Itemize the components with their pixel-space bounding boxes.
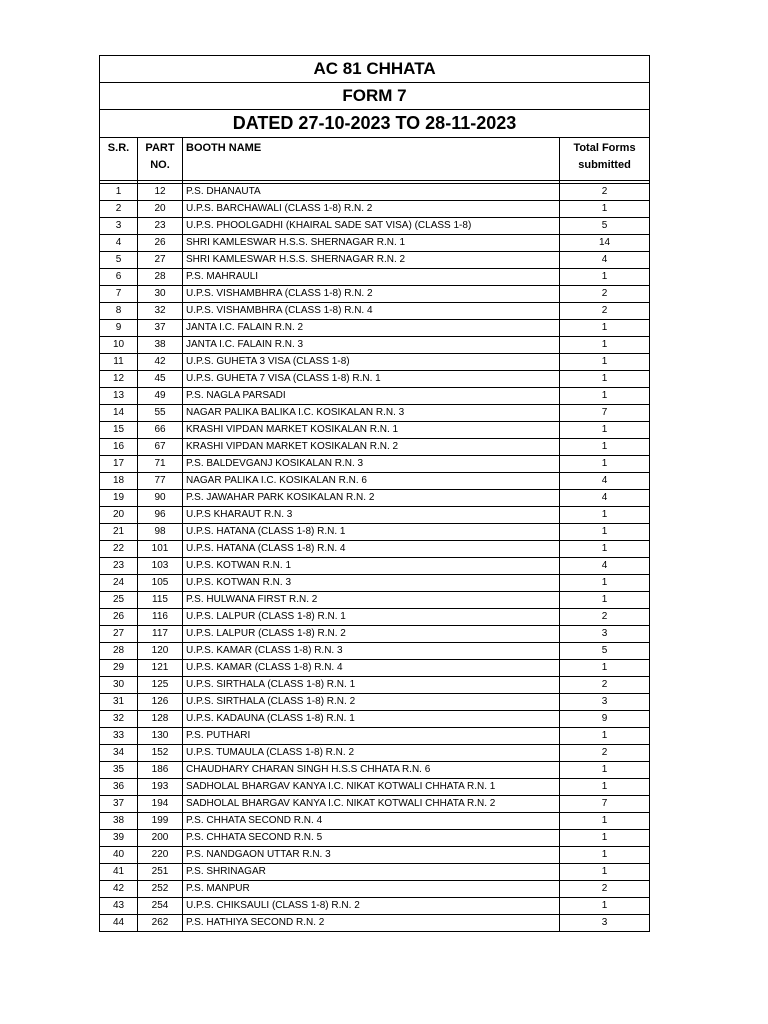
total-forms-cell: 1 xyxy=(560,354,650,371)
part-no-cell: 252 xyxy=(138,881,183,898)
table-row xyxy=(100,898,650,915)
total-forms-cell: 1 xyxy=(560,847,650,864)
sr-cell: 6 xyxy=(100,269,138,286)
sr-cell: 32 xyxy=(100,711,138,728)
total-forms-cell: 1 xyxy=(560,830,650,847)
total-forms-cell: 3 xyxy=(560,915,650,932)
sr-cell: 15 xyxy=(100,422,138,439)
booth-name-cell: SHRI KAMLESWAR H.S.S. SHERNAGAR R.N. 1 xyxy=(183,235,560,252)
header-row xyxy=(100,138,650,181)
booth-name-cell: U.P.S. SIRTHALA (CLASS 1-8) R.N. 2 xyxy=(183,694,560,711)
booth-name-cell: KRASHI VIPDAN MARKET KOSIKALAN R.N. 2 xyxy=(183,439,560,456)
total-forms-cell: 1 xyxy=(560,269,650,286)
part-no-cell: 152 xyxy=(138,745,183,762)
part-no-cell: 55 xyxy=(138,405,183,422)
booth-table xyxy=(99,55,650,932)
sr-cell: 30 xyxy=(100,677,138,694)
sr-cell: 13 xyxy=(100,388,138,405)
sr-cell: 5 xyxy=(100,252,138,269)
table-row xyxy=(100,490,650,507)
part-no-cell: 26 xyxy=(138,235,183,252)
sr-cell: 1 xyxy=(100,184,138,201)
sr-cell: 42 xyxy=(100,881,138,898)
sr-cell: 21 xyxy=(100,524,138,541)
booth-name-cell: U.P.S. TUMAULA (CLASS 1-8) R.N. 2 xyxy=(183,745,560,762)
booth-name-cell: U.P.S. KAMAR (CLASS 1-8) R.N. 3 xyxy=(183,643,560,660)
sr-cell: 26 xyxy=(100,609,138,626)
sr-cell: 23 xyxy=(100,558,138,575)
sr-cell: 27 xyxy=(100,626,138,643)
sr-cell: 33 xyxy=(100,728,138,745)
sr-cell: 16 xyxy=(100,439,138,456)
booth-name-cell: P.S. NANDGAON UTTAR R.N. 3 xyxy=(183,847,560,864)
sr-cell: 29 xyxy=(100,660,138,677)
total-forms-cell: 2 xyxy=(560,303,650,320)
table-row xyxy=(100,405,650,422)
part-no-cell: 49 xyxy=(138,388,183,405)
booth-name-cell: U.P.S. KOTWAN R.N. 3 xyxy=(183,575,560,592)
booth-name-cell: U.P.S. HATANA (CLASS 1-8) R.N. 1 xyxy=(183,524,560,541)
part-no-cell: 199 xyxy=(138,813,183,830)
total-forms-cell: 14 xyxy=(560,235,650,252)
table-row xyxy=(100,371,650,388)
total-forms-cell: 1 xyxy=(560,779,650,796)
table-row xyxy=(100,439,650,456)
total-forms-cell: 1 xyxy=(560,507,650,524)
header-part-line1: PART xyxy=(145,142,175,154)
header-part-line2: NO. xyxy=(150,159,170,171)
booth-name-cell: U.P.S. HATANA (CLASS 1-8) R.N. 4 xyxy=(183,541,560,558)
total-forms-cell: 3 xyxy=(560,694,650,711)
booth-name-cell: P.S. BALDEVGANJ KOSIKALAN R.N. 3 xyxy=(183,456,560,473)
total-forms-cell: 2 xyxy=(560,184,650,201)
sr-cell: 11 xyxy=(100,354,138,371)
part-no-cell: 96 xyxy=(138,507,183,524)
booth-name-cell: NAGAR PALIKA I.C. KOSIKALAN R.N. 6 xyxy=(183,473,560,490)
part-no-cell: 117 xyxy=(138,626,183,643)
total-forms-cell: 4 xyxy=(560,490,650,507)
sr-cell: 44 xyxy=(100,915,138,932)
total-forms-cell: 1 xyxy=(560,898,650,915)
total-forms-cell: 1 xyxy=(560,541,650,558)
sr-cell: 38 xyxy=(100,813,138,830)
table-row xyxy=(100,728,650,745)
booth-name-cell: JANTA I.C. FALAIN R.N. 2 xyxy=(183,320,560,337)
part-no-cell: 98 xyxy=(138,524,183,541)
header-sr xyxy=(100,138,138,181)
total-forms-cell: 4 xyxy=(560,473,650,490)
table-row xyxy=(100,184,650,201)
part-no-cell: 45 xyxy=(138,371,183,388)
sr-cell: 22 xyxy=(100,541,138,558)
sr-cell: 35 xyxy=(100,762,138,779)
total-forms-cell: 1 xyxy=(560,728,650,745)
table-row xyxy=(100,473,650,490)
part-no-cell: 105 xyxy=(138,575,183,592)
sr-cell: 8 xyxy=(100,303,138,320)
total-forms-cell: 1 xyxy=(560,371,650,388)
total-forms-cell: 1 xyxy=(560,575,650,592)
total-forms-cell: 1 xyxy=(560,456,650,473)
booth-name-cell: P.S. MAHRAULI xyxy=(183,269,560,286)
table-row xyxy=(100,694,650,711)
table-row xyxy=(100,626,650,643)
total-forms-cell: 4 xyxy=(560,558,650,575)
part-no-cell: 71 xyxy=(138,456,183,473)
header-total xyxy=(560,138,650,181)
booth-name-cell: U.P.S. GUHETA 7 VISA (CLASS 1-8) R.N. 1 xyxy=(183,371,560,388)
part-no-cell: 116 xyxy=(138,609,183,626)
booth-name-cell: U.P.S KHARAUT R.N. 3 xyxy=(183,507,560,524)
title-row xyxy=(100,56,650,83)
booth-name-cell: U.P.S. GUHETA 3 VISA (CLASS 1-8) xyxy=(183,354,560,371)
sr-cell: 40 xyxy=(100,847,138,864)
booth-name-cell: P.S. NAGLA PARSADI xyxy=(183,388,560,405)
booth-name-cell: P.S. CHHATA SECOND R.N. 5 xyxy=(183,830,560,847)
date-row xyxy=(100,110,650,138)
sr-cell: 36 xyxy=(100,779,138,796)
total-forms-cell: 7 xyxy=(560,405,650,422)
part-no-cell: 77 xyxy=(138,473,183,490)
total-forms-cell: 1 xyxy=(560,864,650,881)
table-row xyxy=(100,915,650,932)
header-total-line2: submitted xyxy=(578,159,631,171)
sr-cell: 25 xyxy=(100,592,138,609)
table-row xyxy=(100,813,650,830)
total-forms-cell: 9 xyxy=(560,711,650,728)
table-row xyxy=(100,762,650,779)
part-no-cell: 254 xyxy=(138,898,183,915)
table-row xyxy=(100,677,650,694)
part-no-cell: 42 xyxy=(138,354,183,371)
table-row xyxy=(100,337,650,354)
total-forms-cell: 1 xyxy=(560,201,650,218)
total-forms-cell: 1 xyxy=(560,592,650,609)
table-row xyxy=(100,864,650,881)
part-no-cell: 101 xyxy=(138,541,183,558)
booth-name-cell: U.P.S. CHIKSAULI (CLASS 1-8) R.N. 2 xyxy=(183,898,560,915)
part-no-cell: 66 xyxy=(138,422,183,439)
sr-cell: 17 xyxy=(100,456,138,473)
total-forms-cell: 1 xyxy=(560,439,650,456)
form-row xyxy=(100,83,650,110)
booth-name-cell: U.P.S. KADAUNA (CLASS 1-8) R.N. 1 xyxy=(183,711,560,728)
sr-cell: 9 xyxy=(100,320,138,337)
table-row xyxy=(100,881,650,898)
table-row xyxy=(100,745,650,762)
total-forms-cell: 1 xyxy=(560,660,650,677)
sr-cell: 10 xyxy=(100,337,138,354)
table-row xyxy=(100,422,650,439)
table-row xyxy=(100,201,650,218)
table-row xyxy=(100,524,650,541)
table-row xyxy=(100,507,650,524)
table-row xyxy=(100,320,650,337)
total-forms-cell: 1 xyxy=(560,337,650,354)
sr-cell: 20 xyxy=(100,507,138,524)
part-no-cell: 200 xyxy=(138,830,183,847)
date-range: DATED 27-10-2023 TO 28-11-2023 xyxy=(100,110,650,138)
booth-name-cell: JANTA I.C. FALAIN R.N. 3 xyxy=(183,337,560,354)
table-row xyxy=(100,830,650,847)
total-forms-cell: 5 xyxy=(560,218,650,235)
part-no-cell: 27 xyxy=(138,252,183,269)
report-title: AC 81 CHHATA xyxy=(100,56,650,83)
part-no-cell: 23 xyxy=(138,218,183,235)
table-row xyxy=(100,541,650,558)
table-row xyxy=(100,660,650,677)
table-row xyxy=(100,796,650,813)
header-part xyxy=(138,138,183,181)
total-forms-cell: 1 xyxy=(560,762,650,779)
total-forms-cell: 1 xyxy=(560,524,650,541)
total-forms-cell: 1 xyxy=(560,422,650,439)
sr-cell: 4 xyxy=(100,235,138,252)
part-no-cell: 128 xyxy=(138,711,183,728)
sr-cell: 14 xyxy=(100,405,138,422)
booth-name-cell: U.P.S. KAMAR (CLASS 1-8) R.N. 4 xyxy=(183,660,560,677)
header-booth xyxy=(183,138,560,181)
booth-name-cell: U.P.S. LALPUR (CLASS 1-8) R.N. 1 xyxy=(183,609,560,626)
booth-name-cell: U.P.S. KOTWAN R.N. 1 xyxy=(183,558,560,575)
part-no-cell: 103 xyxy=(138,558,183,575)
total-forms-cell: 2 xyxy=(560,677,650,694)
part-no-cell: 67 xyxy=(138,439,183,456)
sr-cell: 7 xyxy=(100,286,138,303)
sr-cell: 39 xyxy=(100,830,138,847)
total-forms-cell: 5 xyxy=(560,643,650,660)
form7-report xyxy=(99,55,649,932)
booth-name-cell: U.P.S. BARCHAWALI (CLASS 1-8) R.N. 2 xyxy=(183,201,560,218)
part-no-cell: 12 xyxy=(138,184,183,201)
part-no-cell: 20 xyxy=(138,201,183,218)
total-forms-cell: 2 xyxy=(560,881,650,898)
sr-cell: 3 xyxy=(100,218,138,235)
booth-name-cell: U.P.S. PHOOLGADHI (KHAIRAL SADE SAT VISA) (CLASS 1-8) xyxy=(183,218,560,235)
booth-name-cell: P.S. JAWAHAR PARK KOSIKALAN R.N. 2 xyxy=(183,490,560,507)
table-row xyxy=(100,252,650,269)
table-row xyxy=(100,354,650,371)
sr-cell: 31 xyxy=(100,694,138,711)
part-no-cell: 32 xyxy=(138,303,183,320)
part-no-cell: 251 xyxy=(138,864,183,881)
table-row xyxy=(100,592,650,609)
booth-name-cell: NAGAR PALIKA BALIKA I.C. KOSIKALAN R.N. 3 xyxy=(183,405,560,422)
part-no-cell: 90 xyxy=(138,490,183,507)
total-forms-cell: 2 xyxy=(560,745,650,762)
header-sr-label: S.R. xyxy=(107,142,130,154)
booth-name-cell: P.S. SHRINAGAR xyxy=(183,864,560,881)
table-row xyxy=(100,286,650,303)
table-row xyxy=(100,711,650,728)
total-forms-cell: 2 xyxy=(560,286,650,303)
part-no-cell: 28 xyxy=(138,269,183,286)
total-forms-cell: 1 xyxy=(560,388,650,405)
table-row xyxy=(100,558,650,575)
table-row xyxy=(100,575,650,592)
header-booth-label: BOOTH NAME xyxy=(186,142,262,154)
part-no-cell: 126 xyxy=(138,694,183,711)
total-forms-cell: 1 xyxy=(560,813,650,830)
part-no-cell: 220 xyxy=(138,847,183,864)
part-no-cell: 120 xyxy=(138,643,183,660)
sr-cell: 34 xyxy=(100,745,138,762)
table-row xyxy=(100,303,650,320)
part-no-cell: 130 xyxy=(138,728,183,745)
table-row xyxy=(100,643,650,660)
part-no-cell: 262 xyxy=(138,915,183,932)
booth-name-cell: SADHOLAL BHARGAV KANYA I.C. NIKAT KOTWALI CHHATA R.N. 2 xyxy=(183,796,560,813)
table-row xyxy=(100,218,650,235)
part-no-cell: 193 xyxy=(138,779,183,796)
booth-name-cell: U.P.S. VISHAMBHRA (CLASS 1-8) R.N. 2 xyxy=(183,286,560,303)
sr-cell: 43 xyxy=(100,898,138,915)
part-no-cell: 125 xyxy=(138,677,183,694)
booth-name-cell: SADHOLAL BHARGAV KANYA I.C. NIKAT KOTWALI CHHATA R.N. 1 xyxy=(183,779,560,796)
header-total-line1: Total Forms xyxy=(573,142,636,154)
part-no-cell: 186 xyxy=(138,762,183,779)
sr-cell: 19 xyxy=(100,490,138,507)
booth-name-cell: P.S. PUTHARI xyxy=(183,728,560,745)
form-title: FORM 7 xyxy=(100,83,650,110)
sr-cell: 2 xyxy=(100,201,138,218)
booth-name-cell: U.P.S. VISHAMBHRA (CLASS 1-8) R.N. 4 xyxy=(183,303,560,320)
total-forms-cell: 7 xyxy=(560,796,650,813)
sr-cell: 37 xyxy=(100,796,138,813)
sr-cell: 28 xyxy=(100,643,138,660)
part-no-cell: 37 xyxy=(138,320,183,337)
total-forms-cell: 4 xyxy=(560,252,650,269)
table-row xyxy=(100,388,650,405)
booth-name-cell: SHRI KAMLESWAR H.S.S. SHERNAGAR R.N. 2 xyxy=(183,252,560,269)
total-forms-cell: 1 xyxy=(560,320,650,337)
booth-name-cell: P.S. CHHATA SECOND R.N. 4 xyxy=(183,813,560,830)
sr-cell: 41 xyxy=(100,864,138,881)
booth-name-cell: P.S. MANPUR xyxy=(183,881,560,898)
table-row xyxy=(100,779,650,796)
table-row xyxy=(100,847,650,864)
total-forms-cell: 3 xyxy=(560,626,650,643)
booth-name-cell: P.S. HULWANA FIRST R.N. 2 xyxy=(183,592,560,609)
booth-name-cell: CHAUDHARY CHARAN SINGH H.S.S CHHATA R.N. 6 xyxy=(183,762,560,779)
sr-cell: 24 xyxy=(100,575,138,592)
table-row xyxy=(100,609,650,626)
sr-cell: 18 xyxy=(100,473,138,490)
table-row xyxy=(100,235,650,252)
booth-name-cell: U.P.S. SIRTHALA (CLASS 1-8) R.N. 1 xyxy=(183,677,560,694)
part-no-cell: 38 xyxy=(138,337,183,354)
booth-name-cell: KRASHI VIPDAN MARKET KOSIKALAN R.N. 1 xyxy=(183,422,560,439)
part-no-cell: 121 xyxy=(138,660,183,677)
booth-name-cell: P.S. HATHIYA SECOND R.N. 2 xyxy=(183,915,560,932)
total-forms-cell: 2 xyxy=(560,609,650,626)
table-row xyxy=(100,269,650,286)
part-no-cell: 194 xyxy=(138,796,183,813)
booth-name-cell: U.P.S. LALPUR (CLASS 1-8) R.N. 2 xyxy=(183,626,560,643)
part-no-cell: 115 xyxy=(138,592,183,609)
part-no-cell: 30 xyxy=(138,286,183,303)
sr-cell: 12 xyxy=(100,371,138,388)
table-row xyxy=(100,456,650,473)
booth-name-cell: P.S. DHANAUTA xyxy=(183,184,560,201)
